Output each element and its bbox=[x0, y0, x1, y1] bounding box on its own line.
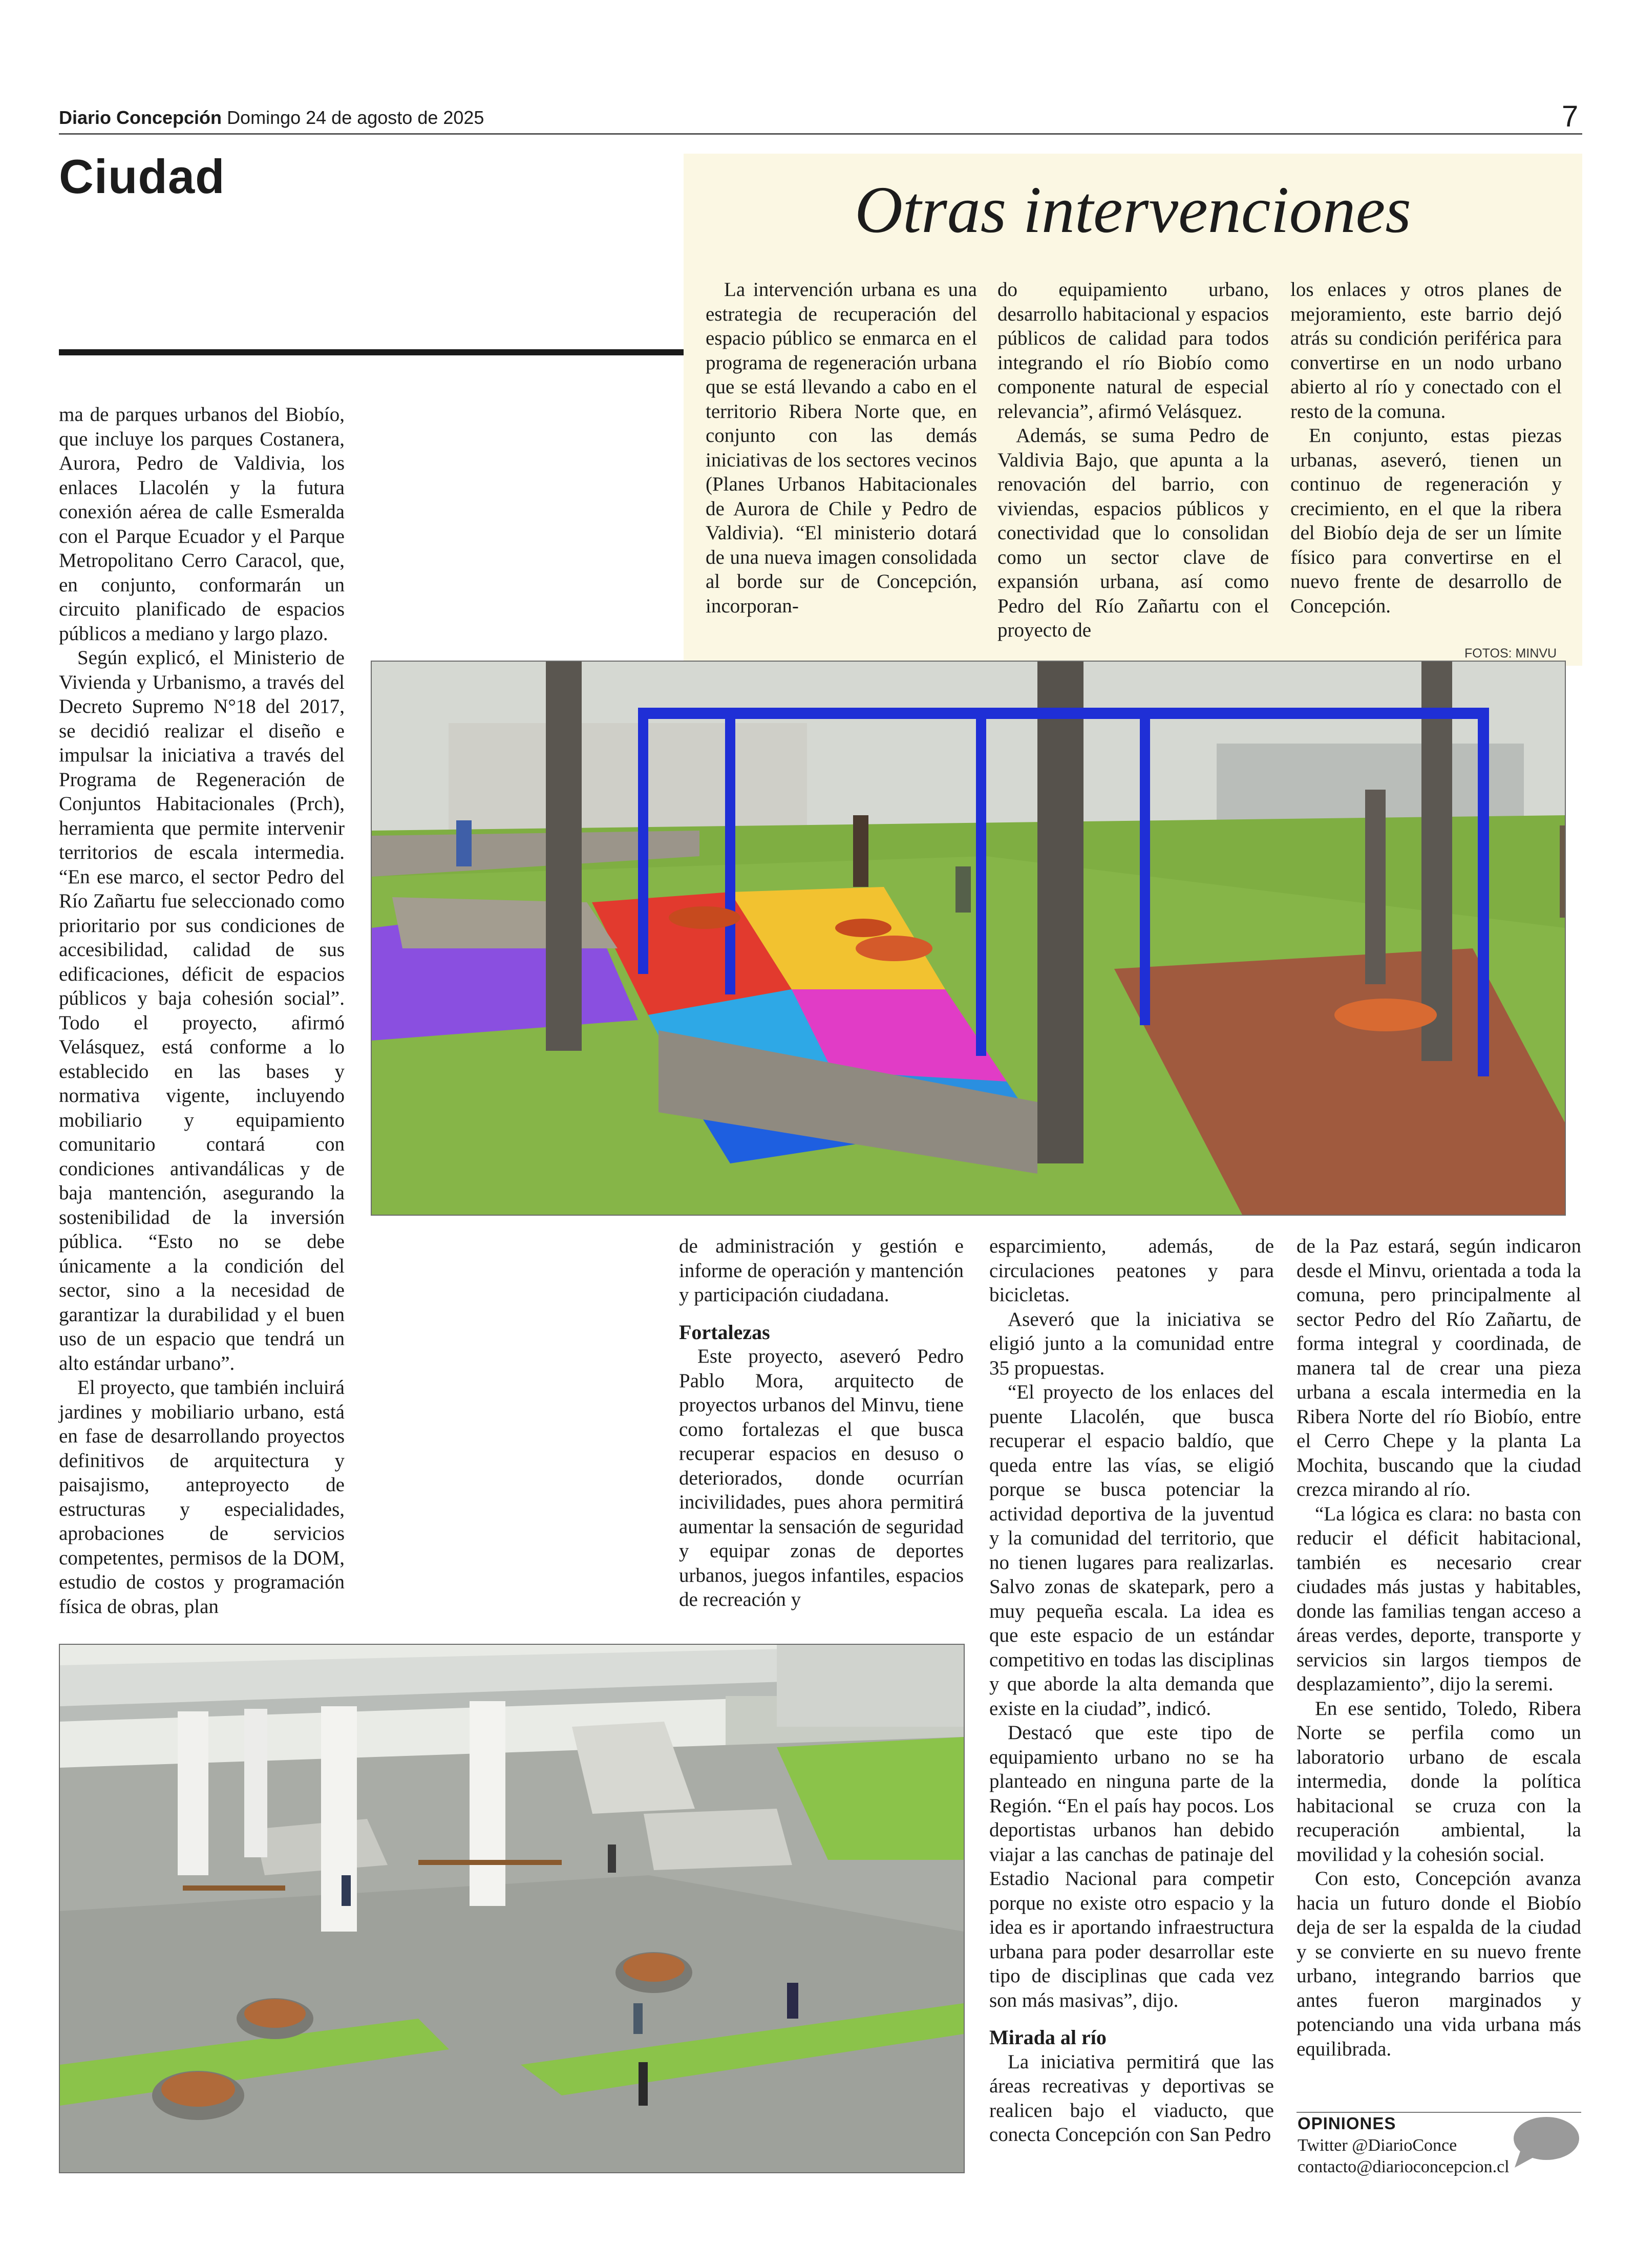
article-paragraph: Con esto, Concepción avanza hacia un futuro donde el Biobío deja de ser la espalda de la ciudad y se convierte en su nuevo frente urbano, integrando barrios que antes fueron marginados y potenciando una vida urbana más equilibrada. bbox=[1297, 1868, 1581, 2060]
article-paragraph: de la Paz estará, según indicaron desde el Minvu, orientada a toda la comuna, pero principalmente al sector Pedro del Río Zañartu, de forma integral y coordinada, de manera tal de crear una pieza urbana a escala intermedia en la Ribera Norte del río Biobío, entre el Cerro Chepe y la planta La Mochita, buscando que la ciudad crezca mirando al río. bbox=[1297, 1235, 1581, 1500]
header-rule bbox=[59, 133, 1582, 135]
page-number: 7 bbox=[1562, 100, 1579, 133]
article-paragraph: En ese sentido, Toledo, Ribera Norte se perfila como un laboratorio urbano de escala intermedia, donde la política habitacional se cruza con la recuperación ambiental, la movilidad y la cohesión social. bbox=[1297, 1697, 1581, 1866]
sidebar-column-3 bbox=[1290, 278, 1562, 618]
article-column-left bbox=[59, 402, 345, 1619]
article-column-b bbox=[679, 1234, 964, 1612]
article-column-c bbox=[989, 1234, 1274, 2147]
subheading-mirada-al-rio: Mirada al río bbox=[989, 2026, 1107, 2049]
sidebar-paragraph: En conjunto, estas piezas urbanas, aseveró, tienen un continuo de regeneración y crecimiento, en el que la ribera del Biobío deja de ser un límite físico para convertirse en el nuevo frente de desarrollo de Concepción. bbox=[1290, 425, 1562, 617]
opinion-rule bbox=[1297, 2112, 1581, 2113]
article-paragraph: Este proyecto, aseveró Pedro Pablo Mora, arquitecto de proyectos urbanos del Minvu, tiene como fortalezas el que busca recuperar espacios en desuso o deteriorados, donde ocurrían incivilidades, pues ahora permitirá aumentar la sensación de seguridad y equipar zonas de deportes urbanos, juegos infantiles, espacios de recreación y bbox=[679, 1345, 964, 1610]
brand-name: Diario Concepción bbox=[59, 107, 222, 128]
section-rule bbox=[59, 349, 684, 355]
skatepark-render-image bbox=[59, 1644, 965, 2173]
article-paragraph: Destacó que este tipo de equipamiento urbano no se ha planteado en ninguna parte de la Región. “En el país hay pocos. Los deportistas urbanos han debido viajar a las canchas de patinaje del Estadio Nacional para competir porque no existe otro espacio y la idea es ir aportando infraestructura urbana para poder desarrollar este tipo de disciplinas que cada vez son más masivas”, dijo. bbox=[989, 1722, 1274, 2011]
sidebar-title: Otras intervenciones bbox=[855, 173, 1411, 247]
photo-credit: FOTOS: MINVU bbox=[1464, 646, 1557, 661]
playground-illustration bbox=[372, 662, 1565, 1215]
article-paragraph: Aseveró que la iniciativa se eligió junto a la comunidad entre 35 propuestas. bbox=[989, 1308, 1274, 1379]
subheading-fortalezas: Fortalezas bbox=[679, 1320, 770, 1344]
opinion-label: OPINIONES bbox=[1298, 2114, 1396, 2133]
article-paragraph: de administración y gestión e informe de operación y mantención y participación ciudadana. bbox=[679, 1235, 964, 1306]
opinion-twitter[interactable]: Twitter @DiarioConce bbox=[1298, 2136, 1457, 2155]
opinion-email[interactable]: contacto@diarioconcepcion.cl bbox=[1298, 2157, 1510, 2176]
sidebar-paragraph: La intervención urbana es una estrategia de recuperación del espacio público se enmarca en el programa de regeneración urbana que se está llevando a cabo en el territorio Ribera Norte que, en conjunto con las demás iniciativas de los sectores vecinos (Planes Urbanos Habitacionales de Aurora de Chile y Pedro de Valdivia). “El ministerio dotará de una nueva imagen consolidada al borde sur de Concepción, incorporan- bbox=[706, 279, 977, 617]
masthead bbox=[59, 107, 484, 129]
sidebar-paragraph: Además, se suma Pedro de Valdivia Bajo, que apunta a la renovación del barrio, con viviendas, espacios públicos y conectividad que lo consolidan como un sector clave de expansión urbana, así como Pedro del Río Zañartu con el proyecto de bbox=[997, 425, 1269, 641]
article-paragraph: “El proyecto de los enlaces del puente Llacolén, que busca recuperar el espacio baldío, que queda entre las vías, se eligió porque se busca potenciar la actividad deportiva de la juventud y la comunidad del territorio, que no tienen lugares para realizarlas. Salvo zonas de skatepark, pero a muy pequeña escala. La idea es que este espacio de un estándar competitivo en todas las disciplinas y que aborde la alta demanda que existe en la ciudad”, indicó. bbox=[989, 1381, 1274, 1720]
sidebar-column-1 bbox=[706, 278, 977, 618]
article-paragraph: El proyecto, que también incluirá jardines y mobiliario urbano, está en fase de desarrollando proyectos definitivos de arquitectura y paisajismo, anteproyecto de estructuras y especialidades, aprobaciones de servicios competentes, permisos de la DOM, estudio de costos y programación física de obras, plan bbox=[59, 1376, 345, 1618]
speech-bubble-icon bbox=[1511, 2114, 1580, 2170]
article-paragraph: La iniciativa permitirá que las áreas recreativas y deportivas se realicen bajo el viaducto, que conecta Concepción con San Pedro bbox=[989, 2050, 1274, 2146]
article-paragraph: Según explicó, el Ministerio de Vivienda y Urbanismo, a través del Decreto Supremo N°18 del 2017, se decidió realizar el diseño e impulsar la iniciativa a través del Programa de Regeneración de Conjuntos Habitacionales (Prch), herramienta que permite intervenir territorios de escala intermedia. “En ese marco, el sector Pedro del Río Zañartu fue seleccionado como prioritario por sus condiciones de accesibilidad, calidad de sus edificaciones, déficit de espacios públicos y baja cohesión social”. Todo el proyecto, afirmó Velásquez, está conforme a lo establecido en las bases y normativa vigente, incluyendo mobiliario y equipamiento comunitario contará con condiciones antivandálicas y de baja mantención, asegurando la sostenibilidad de la inversión pública. “Esto no se debe únicamente a la condición del sector, sino a la necesidad de garantizar la durabilidad y el buen uso de un espacio que tendrá un alto estándar urbano”. bbox=[59, 647, 345, 1374]
skatepark-illustration bbox=[60, 1645, 964, 2172]
section-title: Ciudad bbox=[59, 150, 225, 203]
article-paragraph: “La lógica es clara: no basta con reducir el déficit habitacional, también es necesario crear ciudades más justas y habitables, donde las familias tengan acceso a áreas verdes, deporte, transporte y servicios sin largos tiempos de desplazamiento”, dijo la seremi. bbox=[1297, 1502, 1581, 1695]
sidebar-column-2 bbox=[997, 278, 1269, 643]
article-column-d bbox=[1297, 1234, 1581, 2061]
playground-render-image bbox=[371, 661, 1566, 1216]
article-paragraph: ma de parques urbanos del Biobío, que incluye los parques Costanera, Aurora, Pedro de Valdivia, los enlaces Llacolén y la futura conexión aérea de calle Esmeralda con el Parque Ecuador y el Parque Metropolitano Cerro Caracol, que, en conjunto, conformarán un circuito planificado de espacios públicos a mediano y largo plazo. bbox=[59, 404, 345, 645]
sidebar-paragraph: do equipamiento urbano, desarrollo habitacional y espacios públicos de calidad para todos integrando el río Biobío como componente natural de especial relevancia”, afirmó Velásquez. bbox=[997, 279, 1269, 422]
issue-date: Domingo 24 de agosto de 2025 bbox=[227, 107, 484, 128]
article-paragraph: esparcimiento, además, de circulaciones peatones y para bicicletas. bbox=[989, 1235, 1274, 1306]
sidebar-paragraph: los enlaces y otros planes de mejoramiento, este barrio dejó atrás su condición periférica para convertirse en un nodo urbano abierto al río y conectado con el resto de la comuna. bbox=[1290, 279, 1562, 422]
